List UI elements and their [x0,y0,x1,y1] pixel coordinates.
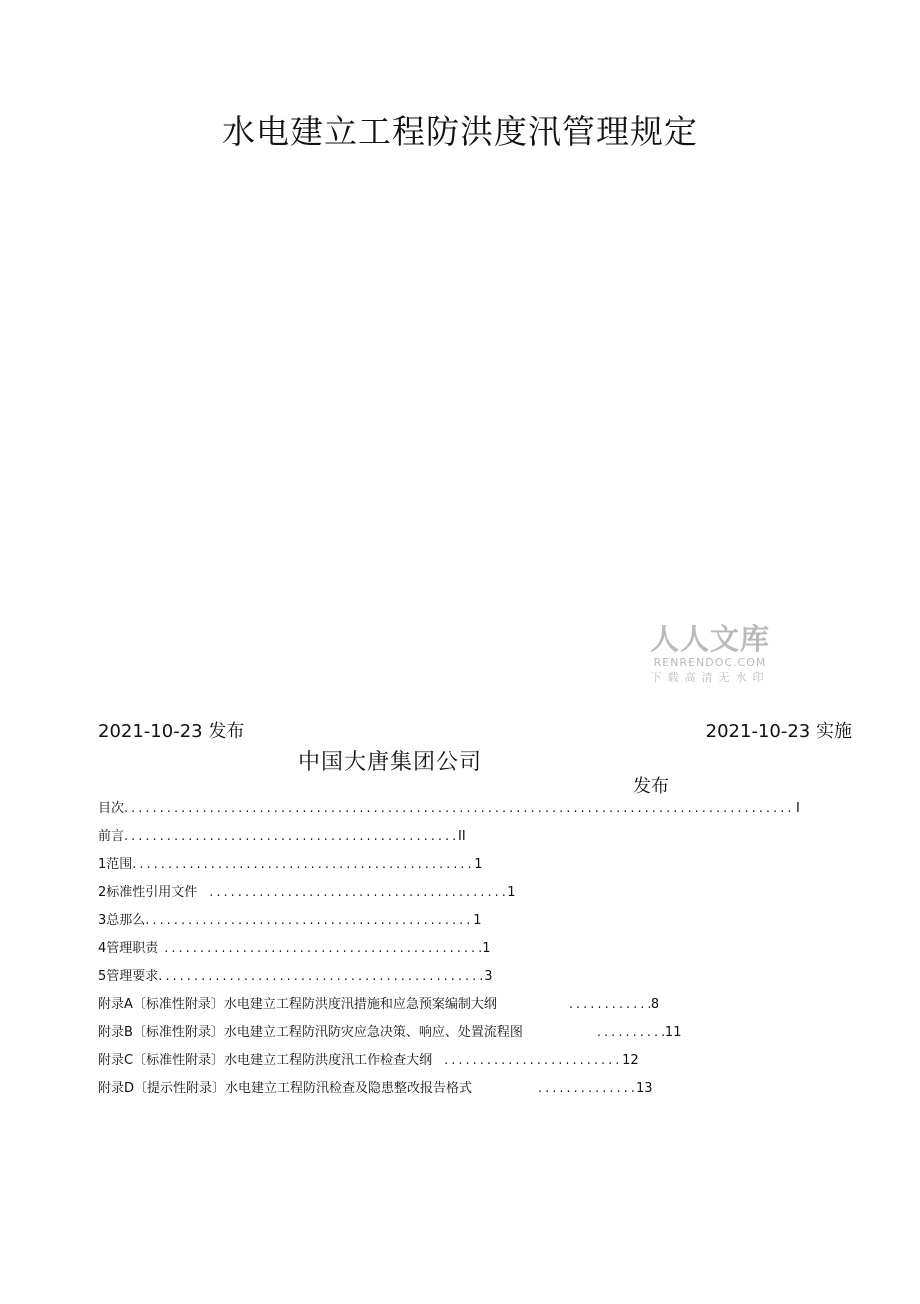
toc-leader-dots [164,941,482,956]
toc-entry-page: 1 [474,857,483,872]
document-title: 水电建立工程防洪度汛管理规定 [222,112,698,151]
watermark-main-text: 人人文库 [649,622,770,656]
toc-leader-dots [132,857,474,872]
watermark-domain: RENRENDOC.COM [653,656,767,669]
toc-entry-label: 附录C〔标准性附录〕水电建立工程防洪度汛工作检查大纲 [98,1053,433,1068]
toc-leader-dots [209,885,507,900]
toc-leader-dots [597,1025,665,1040]
toc-entry-label: 1范围 [98,857,133,872]
toc-entry-label: 前言 [98,829,125,844]
toc-leader-dots [444,1053,622,1068]
toc-leader-dots [124,801,796,816]
toc-entry-label: 5管理要求 [98,969,159,984]
toc-entry-page: 11 [664,1025,682,1040]
toc-entry-page: 1 [507,885,516,900]
toc-entry-label: 3总那么 [98,913,146,928]
toc-entry-page: 13 [636,1081,653,1096]
toc-leader-dots [538,1081,636,1096]
toc-entry-page: 3 [484,969,493,984]
toc-entry-label: 附录B〔标准性附录〕水电建立工程防汛防灾应急决策、响应、处置流程图 [98,1025,523,1040]
toc-entry-label: 2标准性引用文件 [98,885,198,900]
organization-name: 中国大唐集团公司 [298,750,483,775]
toc-entry-appendix-d[interactable] [98,1077,653,1097]
toc-entry-appendix-b[interactable] [98,1021,681,1041]
watermark-subtitle: 下载高清无水印 [650,671,770,684]
publish-label: 发布 [633,776,669,797]
effective-date: 2021-10-23 实施 [705,721,852,742]
toc-entry-normative-references[interactable] [98,881,516,901]
toc-entry-requirements[interactable] [98,965,493,985]
toc-entry-scope[interactable] [98,853,483,873]
toc-entry-responsibilities[interactable] [98,937,491,957]
toc-entry-page: II [458,829,466,844]
toc-entry-appendix-c[interactable] [98,1049,639,1069]
toc-entry-appendix-a[interactable] [98,993,659,1013]
toc-entry-page: 8 [650,997,660,1012]
publish-date: 2021-10-23 发布 [98,721,245,742]
toc-entry-general[interactable] [98,909,482,929]
toc-leader-dots [569,997,651,1012]
toc-leader-dots [124,829,458,844]
toc-entry-label: 附录A〔标准性附录〕水电建立工程防洪度汛措施和应急预案编制大纲 [98,997,497,1012]
toc-entry-page: I [796,801,800,816]
toc-entry-foreword[interactable] [98,825,466,845]
toc-entry-label: 附录D〔提示性附录〕水电建立工程防汛检查及隐患整改报告格式 [98,1081,473,1096]
toc-entry-contents[interactable] [98,797,800,817]
toc-entry-page: 12 [622,1053,639,1068]
toc-entry-label: 目次 [98,801,125,816]
toc-entry-label: 4管理职责 [98,941,159,956]
watermark-logo [646,622,774,686]
toc-leader-dots [158,969,484,984]
toc-leader-dots [145,913,473,928]
toc-entry-page: 1 [482,941,491,956]
toc-entry-page: 1 [473,913,482,928]
